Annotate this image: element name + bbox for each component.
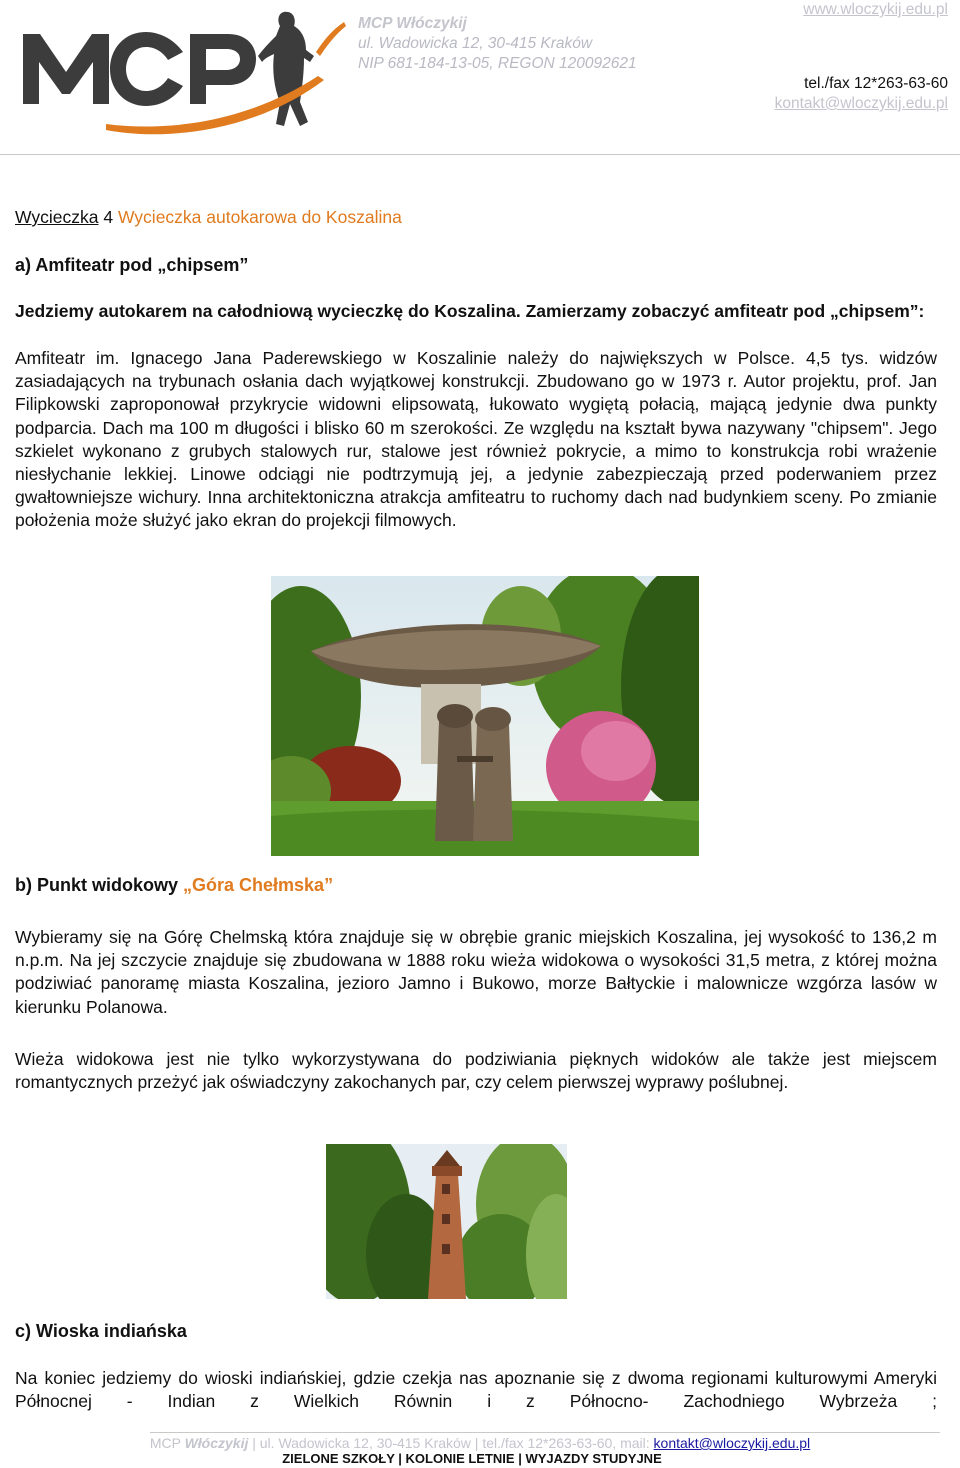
trip-name: Wycieczka autokarowa do Koszalina [117, 207, 402, 227]
section-a-heading: a) Amfiteatr pod „chipsem” [15, 255, 249, 275]
section-b-heading-highlight: „Góra Chełmska” [183, 875, 334, 895]
header-org-name: MCP Włóczykij [358, 15, 467, 32]
tower-photo [326, 1144, 567, 1299]
amphitheatre-photo [271, 576, 699, 856]
footer-tagline: ZIELONE SZKOŁY | KOLONIE LETNIE | WYJAZDY STUDYJNE [282, 1451, 662, 1466]
section-c-body: Na koniec jedziemy do wioski indiańskiej, gdzie czekja nas apoznanie się z dwoma regionami kulturowymi Ameryki Północnej - Indian z Wielkich Równin i z Północno- Zachodniego Wybrzeża ; [15, 1368, 937, 1412]
header-email-link[interactable]: kontakt@wloczykij.edu.pl [774, 95, 948, 112]
section-b-para1: Wybieramy się na Górę Chelmską która znajduje się w obrębie granic miejskich Koszalina, jej wysokość to 136,2 m n.p.m. Na jej szczycie znajduje się zbudowana w 1888 roku wieża widokowa o wysokości 31,5 metra, z której można podziwiać panoramę miasta Koszalina, jezioro Jamno i Bukowo, morze Bałtyckie i malownicze wzgórza lasów w kierunku Polanowa. [15, 927, 937, 1017]
section-a-intro: Jedziemy autokarem na całodniową wycieczkę do Koszalina. Zamierzamy zobaczyć amfiteatr pod „chipsem”: [15, 301, 925, 321]
section-b-heading: b) Punkt widokowy „Góra Chełmska” [15, 875, 334, 895]
header-links-block [775, 0, 948, 114]
footer-contact-line: MCP Włóczykij | ul. Wadowicka 12, 30-415 Kraków | tel./fax 12*263-63-60, mail: kontakt@wloczykij.edu.pl [149, 1435, 811, 1451]
website-link[interactable]: www.wloczykij.edu.pl [803, 1, 948, 18]
mcp-logo [18, 4, 348, 138]
section-a-body: Amfiteatr im. Ignacego Jana Paderewskiego w Koszalinie należy do największych w Polsce. 4,5 tys. widzów zasiadających na trybunach osłania dach wyjątkowej konstrukcji. Zbudowano go w 1973 r. Autor projektu, prof. Jan Filipkowski zaproponował przykrycie widowni elipsowatą, łukowato wygiętą połacią, mającą jedynie dwa punkty podparcia. Dach ma 100 m długości i blisko 60 m szerokości. Ze względu na kształt bywa nazywany "chipsem". Jego szkielet wykonano z grubych stalowych rur, stalowe jest również pokrycie, a mimo to konstrukcja robi wrażenie niesłychanie lekkiej. Linowe odciągi nie podtrzymują jej, a jedynie zabezpieczają przed poderwaniem przez gwałtowniejsze wichury. Inna architektoniczna atrakcja amfiteatru to ruchomy dach nad budynkiem sceny. Po zmianie położenia może służyć jako ekran do projekcji filmowych. [15, 348, 937, 531]
trip-label: Wycieczka [15, 207, 99, 227]
header-divider [0, 154, 960, 155]
section-b-para2: Wieża widokowa jest nie tylko wykorzystywana do podziwiania pięknych widoków ale także jest miejscem romantycznych przeżyć jak oświadczyny zakochanych par, czy celem pierwszej wyprawy poślubnej. [15, 1049, 937, 1093]
header-ids: NIP 681-184-13-05, REGON 120092621 [358, 55, 637, 72]
section-c-heading: c) Wioska indiańska [15, 1321, 187, 1341]
header-address: ul. Wadowicka 12, 30-415 Kraków [358, 35, 593, 52]
footer-divider [150, 1432, 940, 1433]
header-tel: tel./fax 12*263-63-60 [804, 75, 948, 92]
header-contact-block [358, 14, 637, 74]
trip-title [15, 206, 937, 229]
footer-email-link[interactable]: kontakt@wloczykij.edu.pl [653, 1435, 811, 1451]
trip-number: 4 [98, 207, 118, 227]
